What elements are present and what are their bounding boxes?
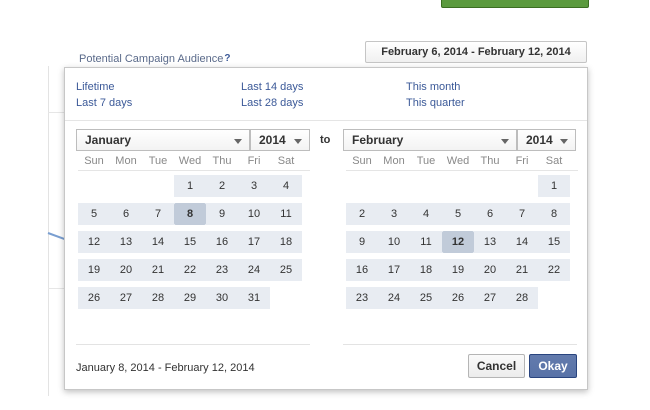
weekday-label: Sat	[277, 155, 295, 167]
calendar-day[interactable]: 17	[238, 231, 270, 253]
start-month-value: January	[85, 133, 132, 147]
chevron-down-icon	[234, 139, 242, 144]
calendar-day[interactable]: 8	[538, 203, 570, 225]
week-row	[346, 228, 578, 256]
calendar-day[interactable]: 23	[206, 259, 238, 281]
preset-last-14-days[interactable]: Last 14 days	[241, 81, 304, 93]
calendar-day[interactable]: 19	[442, 259, 474, 281]
divider	[76, 344, 310, 345]
calendar-day[interactable]: 9	[206, 203, 238, 225]
end-calendar	[346, 154, 578, 304]
weekday-label: Sun	[352, 155, 372, 167]
preset-this-quarter[interactable]: This quarter	[406, 97, 465, 109]
start-year-select[interactable]	[250, 129, 310, 151]
calendar-day[interactable]: 24	[238, 259, 270, 281]
date-picker-popup	[64, 67, 588, 390]
weekday-label: Mon	[383, 155, 405, 167]
calendar-day[interactable]: 18	[410, 259, 442, 281]
calendar-day[interactable]: 24	[378, 287, 410, 309]
calendar-day[interactable]: 26	[78, 287, 110, 309]
week-row	[346, 200, 578, 228]
start-year-value: 2014	[259, 133, 286, 147]
chevron-down-icon	[501, 139, 509, 144]
calendar-day[interactable]: 7	[506, 203, 538, 225]
week-row	[78, 172, 310, 200]
calendar-day[interactable]: 12	[442, 231, 474, 253]
weekday-label: Wed	[178, 155, 202, 167]
calendar-day[interactable]: 29	[174, 287, 206, 309]
calendar-day[interactable]: 11	[270, 203, 302, 225]
calendar-day[interactable]: 16	[206, 231, 238, 253]
calendar-day[interactable]: 17	[378, 259, 410, 281]
calendar-day[interactable]: 14	[506, 231, 538, 253]
end-month-select[interactable]	[343, 129, 517, 151]
calendar-day[interactable]: 22	[174, 259, 206, 281]
calendar-day[interactable]: 6	[110, 203, 142, 225]
calendar-day[interactable]: 5	[78, 203, 110, 225]
end-year-select[interactable]	[517, 129, 576, 151]
calendar-day[interactable]: 10	[378, 231, 410, 253]
calendar-day[interactable]: 22	[538, 259, 570, 281]
calendar-day[interactable]: 16	[346, 259, 378, 281]
calendar-day[interactable]: 12	[78, 231, 110, 253]
start-calendar	[78, 154, 310, 304]
preset-ranges	[65, 68, 587, 121]
cancel-button[interactable]: Cancel	[468, 354, 525, 378]
calendar-day[interactable]: 2	[206, 175, 238, 197]
selected-range-text: January 8, 2014 - February 12, 2014	[76, 362, 255, 374]
calendar-day[interactable]: 5	[442, 203, 474, 225]
weekday-label: Wed	[446, 155, 470, 167]
calendar-day[interactable]: 28	[506, 287, 538, 309]
calendar-day[interactable]: 28	[142, 287, 174, 309]
calendar-day[interactable]: 3	[238, 175, 270, 197]
calendar-day[interactable]: 10	[238, 203, 270, 225]
weekday-header	[78, 154, 310, 171]
week-row	[346, 172, 578, 200]
calendar-day[interactable]: 4	[410, 203, 442, 225]
calendar-day[interactable]: 3	[378, 203, 410, 225]
calendar-day[interactable]: 31	[238, 287, 270, 309]
calendar-day[interactable]: 8	[174, 203, 206, 225]
end-year-value: 2014	[526, 133, 553, 147]
calendar-day[interactable]: 15	[174, 231, 206, 253]
calendar-day[interactable]: 21	[506, 259, 538, 281]
calendar-day[interactable]: 6	[474, 203, 506, 225]
weekday-label: Mon	[115, 155, 137, 167]
calendar-day[interactable]: 2	[346, 203, 378, 225]
calendar-day[interactable]: 9	[346, 231, 378, 253]
calendar-day[interactable]: 18	[270, 231, 302, 253]
calendar-day[interactable]: 25	[410, 287, 442, 309]
divider	[343, 344, 577, 345]
calendar-day[interactable]: 13	[474, 231, 506, 253]
week-row	[78, 284, 310, 312]
calendar-day[interactable]: 25	[270, 259, 302, 281]
weekday-label: Tue	[416, 155, 436, 167]
week-row	[78, 228, 310, 256]
calendar-day[interactable]: 19	[78, 259, 110, 281]
calendar-day[interactable]: 21	[142, 259, 174, 281]
preset-this-month[interactable]: This month	[406, 81, 461, 93]
weekday-label: Sun	[84, 155, 104, 167]
date-range-button[interactable]: February 6, 2014 - February 12, 2014	[365, 41, 587, 63]
create-button-partial[interactable]	[441, 0, 589, 8]
preset-last-28-days[interactable]: Last 28 days	[241, 97, 304, 109]
week-row	[346, 284, 578, 312]
calendar-day[interactable]: 20	[110, 259, 142, 281]
weekday-label: Thu	[212, 155, 232, 167]
calendar-day[interactable]: 13	[110, 231, 142, 253]
help-icon[interactable]: ?	[224, 53, 231, 64]
calendar-day[interactable]: 7	[142, 203, 174, 225]
calendar-day[interactable]: 4	[270, 175, 302, 197]
calendar-day[interactable]: 27	[110, 287, 142, 309]
preset-lifetime[interactable]: Lifetime	[76, 81, 115, 93]
calendar-day[interactable]: 20	[474, 259, 506, 281]
start-month-select[interactable]	[76, 129, 250, 151]
weekday-label: Fri	[247, 155, 261, 167]
weekday-label: Fri	[515, 155, 529, 167]
weekday-label: Tue	[148, 155, 168, 167]
calendar-day[interactable]: 14	[142, 231, 174, 253]
to-label: to	[320, 134, 331, 146]
calendar-day[interactable]: 26	[442, 287, 474, 309]
audience-label	[79, 53, 230, 65]
calendar-day[interactable]: 27	[474, 287, 506, 309]
weekday-header	[346, 154, 578, 171]
preset-last-7-days[interactable]: Last 7 days	[76, 97, 133, 109]
calendar-day[interactable]: 11	[410, 231, 442, 253]
week-row	[78, 256, 310, 284]
calendar-day[interactable]: 1	[174, 175, 206, 197]
calendar-day[interactable]: 15	[538, 231, 570, 253]
week-row	[346, 256, 578, 284]
weekday-label: Sat	[545, 155, 563, 167]
chevron-down-icon	[560, 139, 568, 144]
audience-label-text: Potential Campaign Audience	[79, 53, 224, 65]
calendar-day[interactable]: 1	[538, 175, 570, 197]
calendar-day[interactable]: 23	[346, 287, 378, 309]
okay-button[interactable]: Okay	[529, 354, 577, 378]
week-row	[78, 200, 310, 228]
end-month-value: February	[352, 133, 404, 147]
chevron-down-icon	[294, 139, 302, 144]
calendar-day[interactable]: 30	[206, 287, 238, 309]
weekday-label: Thu	[480, 155, 500, 167]
